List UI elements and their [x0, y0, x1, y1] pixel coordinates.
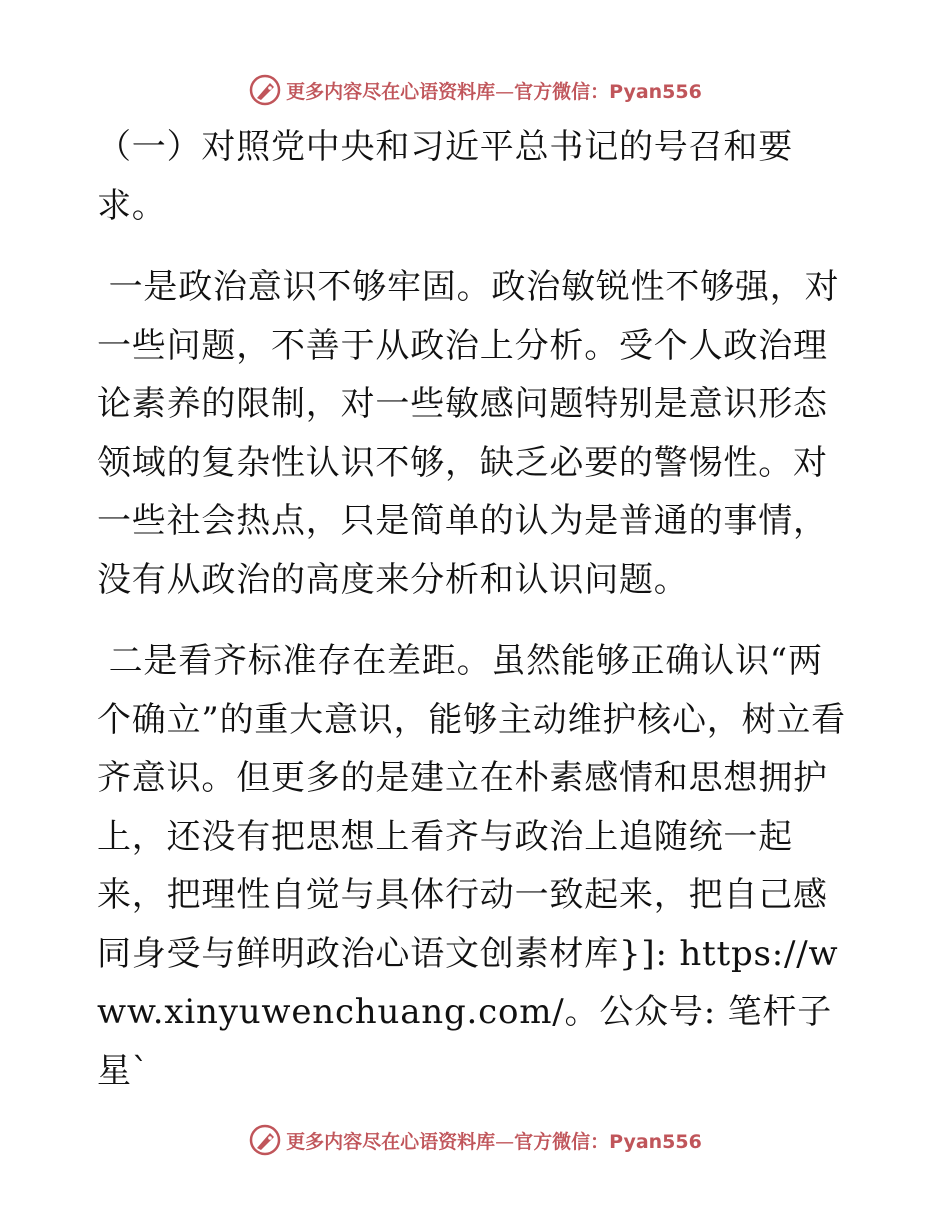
paragraph-alignment-standard: 二是看齐标准存在差距。虽然能够正确认识“两个确立”的重大意识，能够主动维护核心，树立看齐意识。但更多的是建立在朴素感情和思想拥护上，还没有把思想上看齐与政治上追随统一起来，把理性自觉与具体行动一致起来，把自己感同身受与鲜明政治心语文创素材库}]: https://www.xinyuwenchuang.com/。公众号: 笔杆子星` — [97, 641, 846, 1091]
pen-nib-logo-icon — [248, 73, 282, 107]
pen-nib-logo-icon — [248, 1123, 282, 1157]
document-body — [97, 118, 857, 1100]
footer-watermark — [0, 1120, 950, 1160]
watermark-wechat-text: 官方微信：Pyan556 — [514, 1130, 702, 1153]
watermark-dash: — — [495, 1130, 515, 1153]
watermark-text — [286, 77, 702, 104]
section-heading: （一）对照党中央和习近平总书记的号召和要求。 — [97, 127, 793, 226]
watermark-dash: — — [495, 80, 515, 103]
watermark-wechat-text: 官方微信：Pyan556 — [514, 80, 702, 103]
watermark-text — [286, 1127, 702, 1154]
watermark-site-text: 更多内容尽在心语资料库 — [286, 80, 496, 103]
paragraph-political-awareness: 一是政治意识不够牢固。政治敏锐性不够强，对一些问题，不善于从政治上分析。受个人政治理论素养的限制，对一些敏感问题特别是意识形态领域的复杂性认识不够，缺乏必要的警惕性。对一些社会热点，只是简单的认为是普通的事情，没有从政治的高度来分析和认识问题。 — [97, 267, 840, 600]
watermark-site-text: 更多内容尽在心语资料库 — [286, 1130, 496, 1153]
header-watermark — [0, 70, 950, 110]
